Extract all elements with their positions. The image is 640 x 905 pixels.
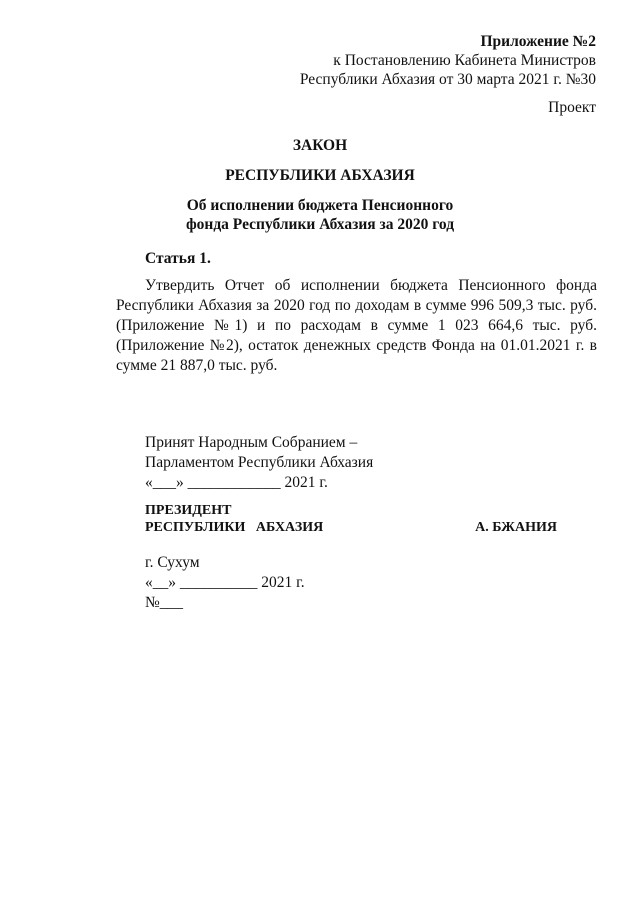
signing-date-line: «__» __________ 2021 г. [145,574,305,591]
project-label: Проект [548,99,596,116]
document-number-line: №___ [145,594,184,611]
law-title: ЗАКОН [292,137,348,154]
appendix-number: Приложение №2 [480,33,596,50]
president-title-line-1: ПРЕЗИДЕНТ [145,503,232,518]
appendix-reference-line-1: к Постановлению Кабинета Министров [333,52,596,69]
adoption-block [145,433,373,493]
article-heading: Статья 1. [145,250,211,267]
law-subtitle-line-1: Об исполнении бюджета Пенсионного [186,197,454,214]
president-title [145,502,323,536]
city-line: г. Сухум [145,554,200,571]
adoption-date-line: «___» ____________ 2021 г. [145,474,328,491]
law-subtitle [0,196,640,234]
republic-title: РЕСПУБЛИКИ АБХАЗИЯ [225,167,415,184]
adoption-line-1: Принят Народным Собранием – [145,434,358,451]
article-body: Утвердить Отчет об исполнении бюджета Пенсионного фонда Республики Абхазия за 2020 год по доходам в сумме 996 509,3 тыс. руб. (Приложение №1) и по расходам в сумме 1 023 664,6 тыс. руб. (Приложение №2), остаток денежных средств Фонда на 01.01.2021 г. в сумме 21 887,0 тыс. руб. [116,277,597,374]
place-date-block [145,553,305,613]
appendix-header [300,32,596,89]
signer-name: А. БЖАНИЯ [475,520,557,535]
adoption-line-2: Парламентом Республики Абхазия [145,454,374,471]
president-title-line-2: РЕСПУБЛИКИ АБХАЗИЯ [145,520,324,535]
appendix-reference-line-2: Республики Абхазия от 30 марта 2021 г. №30 [299,71,596,88]
law-subtitle-line-2: фонда Республики Абхазия за 2020 год [185,216,455,233]
